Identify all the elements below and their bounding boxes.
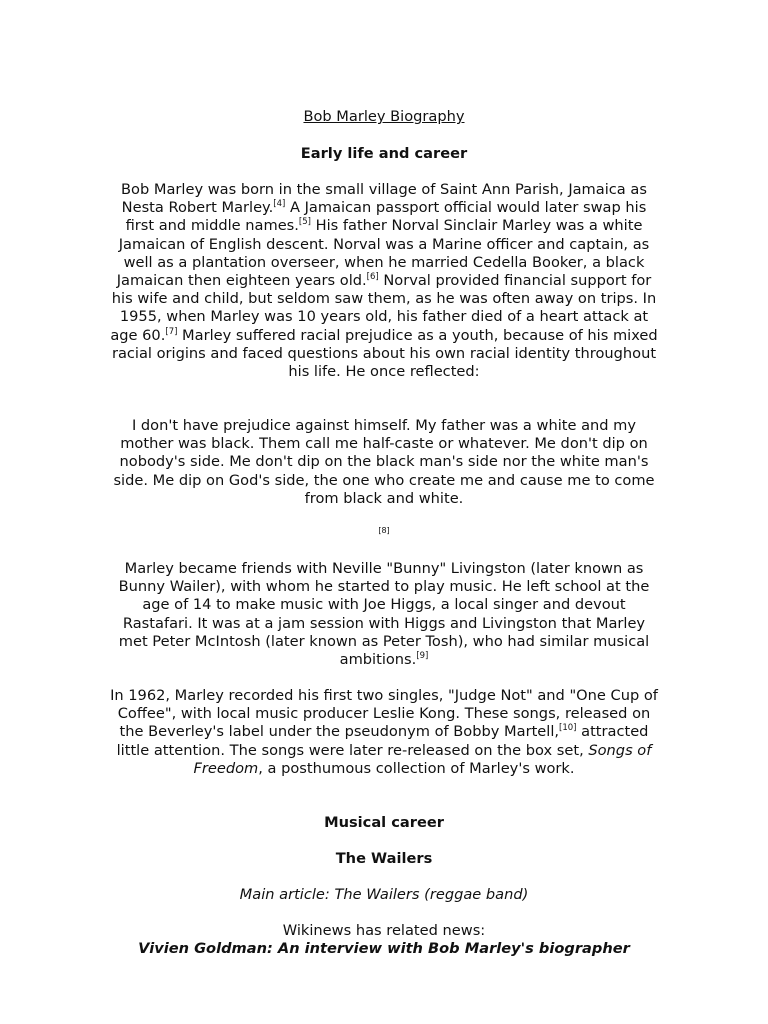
citation-4[interactable]: [4] [273,199,286,210]
paragraph-text: Marley became friends with Neville "Bunny" Livingston (later known as Bunny Wailer), with whom he started to play music. He left school at the age of 14 to make music with Joe Higgs, a local singer and devout Rastafari. It was at a jam session with Higgs and Livingston that Marley met Peter McIntosh (later known as Peter Tosh), who had similar musical ambitions. [118,560,650,669]
section-heading-musical-career: Musical career [324,814,444,831]
citation-5[interactable]: [5] [298,217,311,228]
citation-8[interactable]: [8] [378,526,390,535]
main-article-note[interactable]: Main article: The Wailers (reggae band) [239,886,529,903]
paragraph-text: , a posthumous collection of Marley's work. [258,759,575,777]
document-title: Bob Marley Biography [303,108,465,125]
citation-7[interactable]: [7] [165,326,178,337]
paragraph-text: Norval provided financial support for his wife and child, but seldom saw them, as he was often away on trips. In 1955, when Marley was 10 years old, his father died of a heart attack at age 60. [110,272,657,344]
citation-9[interactable]: [9] [416,651,429,662]
section-heading-early-life: Early life and career [300,145,468,162]
citation-10[interactable]: [10] [559,723,577,734]
paragraph-text: attracted little attention. The songs were later re-released on the box set, [116,723,649,759]
paragraph-text: Marley suffered racial prejudice as a youth, because of his mixed racial origins and faced questions about his own racial identity throughout his life. He once reflected: [111,326,658,381]
paragraph-early-life [110,181,658,381]
paragraph-first-singles [110,687,658,778]
paragraph-text: In 1962, Marley recorded his first two singles, "Judge Not" and "One Cup of Coffee", with local music producer Leslie Kong. These songs, released on the Beverley's label under the pseudonym of Bobby Martell, [110,687,658,741]
wikinews-link[interactable]: Vivien Goldman: An interview with Bob Marley's biographer [138,940,630,957]
paragraph-text: A Jamaican passport official would later swap his first and middle names. [125,199,647,235]
citation-6[interactable]: [6] [366,272,379,283]
songs-of-freedom-title: Songs of Freedom [193,741,652,777]
paragraph-text: Bob Marley was born in the small village of Saint Ann Parish, Jamaica as Nesta Robert Marley. [121,181,647,217]
paragraph-friends [110,560,658,669]
section-heading-the-wailers: The Wailers [335,850,433,867]
wikinews-label: Wikinews has related news: [282,922,486,939]
quote-block: I don't have prejudice against himself. My father was a white and my mother was black. Them call me half-caste or whatever. Me don't dip on nobody's side. Me don't dip on the black man's side nor the white man's side. Me dip on God's side, the one who create me and cause me to come from black and white. [113,417,655,507]
paragraph-text: His father Norval Sinclair Marley was a white Jamaican of English descent. Norval was a Marine officer and captain, as well as a plantation overseer, when he married Cedella Booker, a black Jamaican then eighteen years old. [116,217,650,290]
